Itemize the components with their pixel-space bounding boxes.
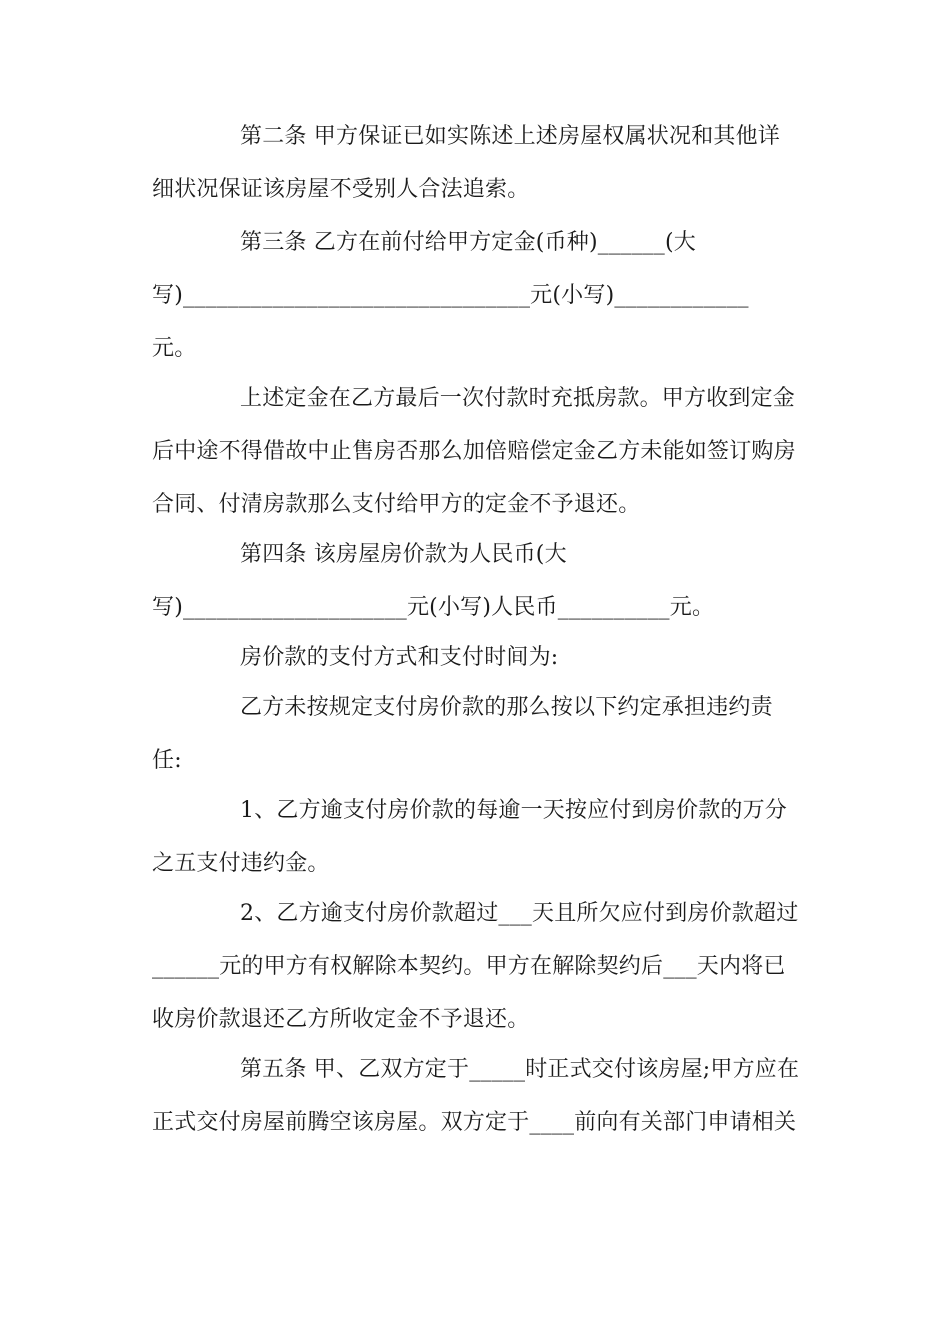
paragraph-line: 2、乙方逾支付房价款超过___天且所欠应付到房价款超过 xyxy=(240,901,799,926)
paragraph-line: 第二条 甲方保证已如实陈述上述房屋权属状况和其他详 xyxy=(240,124,780,149)
paragraph-line: 合同、付清房款那么支付给甲方的定金不予退还。 xyxy=(152,492,641,517)
paragraph-line: 写)____________________元(小写)人民币__________元。 xyxy=(152,595,715,620)
paragraph-line: 收房价款退还乙方所收定金不予退还。 xyxy=(152,1007,530,1032)
paragraph-line: 乙方未按规定支付房价款的那么按以下约定承担违约责 xyxy=(240,695,773,720)
paragraph-line: 后中途不得借故中止售房否那么加倍赔偿定金乙方未能如签订购房 xyxy=(152,439,796,464)
paragraph-line: 细状况保证该房屋不受别人合法追索。 xyxy=(152,177,530,202)
paragraph-line: 房价款的支付方式和支付时间为: xyxy=(240,645,559,670)
paragraph-line: 第五条 甲、乙双方定于_____时正式交付该房屋;甲方应在 xyxy=(240,1057,800,1082)
paragraph-line: 元。 xyxy=(152,336,197,361)
paragraph-line: 正式交付房屋前腾空该房屋。双方定于____前向有关部门申请相关 xyxy=(152,1110,797,1135)
paragraph-line: 之五支付违约金。 xyxy=(152,851,330,876)
paragraph-line: 第三条 乙方在前付给甲方定金(币种)______(大 xyxy=(240,230,696,255)
paragraph-line: 写)_______________________________元(小写)____________ xyxy=(152,283,749,308)
paragraph-line: 1、乙方逾支付房价款的每逾一天按应付到房价款的万分 xyxy=(240,798,787,823)
paragraph-line: 上述定金在乙方最后一次付款时充抵房款。甲方收到定金 xyxy=(240,386,796,411)
paragraph-line: 任: xyxy=(152,748,182,773)
paragraph-line: 第四条 该房屋房价款为人民币(大 xyxy=(240,542,567,567)
paragraph-line: ______元的甲方有权解除本契约。甲方在解除契约后___天内将已 xyxy=(152,954,786,979)
